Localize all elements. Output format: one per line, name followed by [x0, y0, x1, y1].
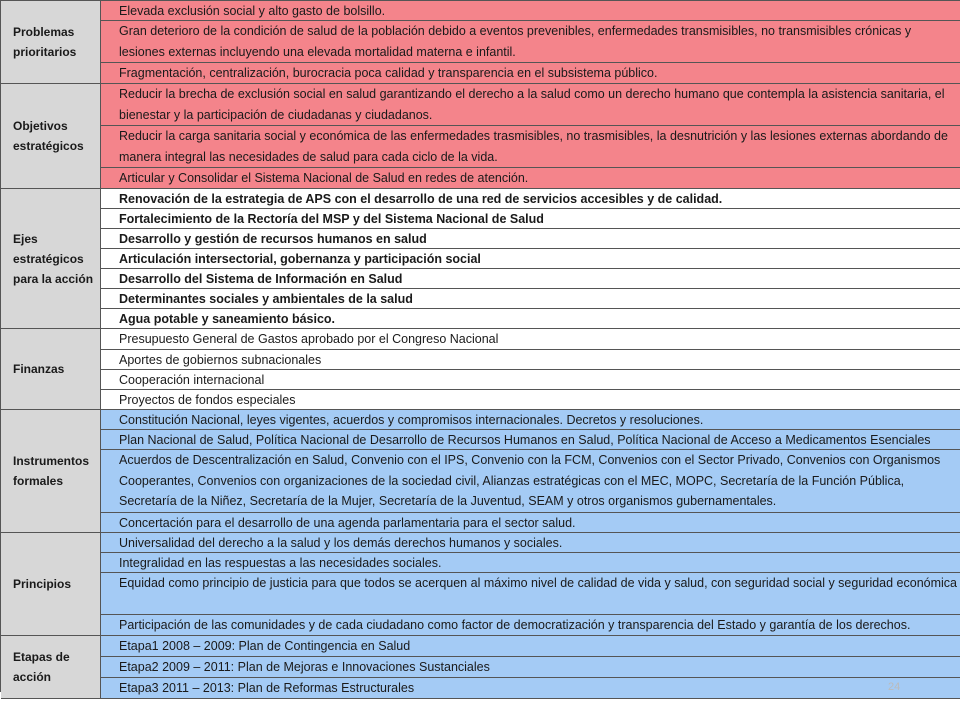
problemas-row: Gran deterioro de la condición de salud de la población debido a eventos prevenibles, enfermedades transmisibles, no transmisibles crónicas y lesiones externas incluyendo una elevada mortalidad materna e infantil.: [101, 21, 960, 63]
ejes-row: Renovación de la estrategia de APS con el desarrollo de una red de servicios accesibles y de calidad.: [101, 189, 960, 209]
objetivos-row: Articular y Consolidar el Sistema Nacional de Salud en redes de atención.: [101, 168, 960, 189]
instrumentos-row: Constitución Nacional, leyes vigentes, acuerdos y compromisos internacionales. Decretos y resoluciones.: [101, 410, 960, 430]
problemas-row: Elevada exclusión social y alto gasto de bolsillo.: [101, 1, 960, 21]
section-label-problemas: Problemas prioritarios: [1, 1, 101, 84]
ejes-row: Fortalecimiento de la Rectoría del MSP y del Sistema Nacional de Salud: [101, 209, 960, 229]
section-label-instrumentos: Instrumentos formales: [1, 410, 101, 533]
finanzas-row: Aportes de gobiernos subnacionales: [101, 350, 960, 370]
ejes-row: Agua potable y saneamiento básico.: [101, 309, 960, 329]
finanzas-row: Proyectos de fondos especiales: [101, 390, 960, 410]
finanzas-row: Presupuesto General de Gastos aprobado por el Congreso Nacional: [101, 329, 960, 350]
principios-row: Participación de las comunidades y de cada ciudadano como factor de democratización y transparencia del Estado y garantía de los derechos.: [101, 615, 960, 636]
principios-row: Integralidad en las respuestas a las necesidades sociales.: [101, 553, 960, 573]
objetivos-row: Reducir la brecha de exclusión social en salud garantizando el derecho a la salud como un derecho humano que contempla la asistencia sanitaria, el bienestar y la participación de ciudadanas y ciudadanos.: [101, 84, 960, 126]
section-label-objetivos: Objetivos estratégicos: [1, 84, 101, 189]
principios-row: Equidad como principio de justicia para que todos se acerquen al máximo nivel de calidad de vida y salud, con seguridad social y seguridad económica: [101, 573, 960, 615]
etapas-row: Etapa1 2008 – 2009: Plan de Contingencia en Salud: [101, 636, 960, 657]
etapas-row: Etapa2 2009 – 2011: Plan de Mejoras e Innovaciones Sustanciales: [101, 657, 960, 678]
ejes-row: Desarrollo del Sistema de Información en Salud: [101, 269, 960, 289]
ejes-row: Articulación intersectorial, gobernanza y participación social: [101, 249, 960, 269]
instrumentos-row: Plan Nacional de Salud, Política Nacional de Desarrollo de Recursos Humanos en Salud, Política Nacional de Acceso a Medicamentos Esenciales: [101, 430, 960, 450]
section-label-finanzas: Finanzas: [1, 329, 101, 410]
instrumentos-row: Acuerdos de Descentralización en Salud, Convenio con el IPS, Convenio con la FCM, Convenios con el Sector Privado, Convenios con Organismos Cooperantes, Convenios con organizaciones de la sociedad civil, Alianzas estratégicas con el MEC, MOPC, Secretaría de la Función Pública, Secretaría de la Niñez, Secretaría de la Mujer, Secretaría de la Juventud, SEAM y otros organismos gubernamentales.: [101, 450, 960, 513]
section-label-ejes: Ejes estratégicos para la acción: [1, 189, 101, 329]
ejes-row: Desarrollo y gestión de recursos humanos en salud: [101, 229, 960, 249]
instrumentos-row: Concertación para el desarrollo de una agenda parlamentaria para el sector salud.: [101, 513, 960, 533]
problemas-row: Fragmentación, centralización, burocracia poca calidad y transparencia en el subsistema público.: [101, 63, 960, 84]
finanzas-row: Cooperación internacional: [101, 370, 960, 390]
objetivos-row: Reducir la carga sanitaria social y económica de las enfermedades trasmisibles, no trasmisibles, la desnutrición y las lesiones externas abordando de manera integral las necesidades de salud para cada ciclo de la vida.: [101, 126, 960, 168]
section-label-etapas: Etapas de acción: [1, 636, 101, 699]
etapas-row: Etapa3 2011 – 2013: Plan de Reformas Estructurales: [101, 678, 960, 699]
ejes-row: Determinantes sociales y ambientales de la salud: [101, 289, 960, 309]
principios-row: Universalidad del derecho a la salud y los demás derechos humanos y sociales.: [101, 533, 960, 553]
section-label-principios: Principios: [1, 533, 101, 636]
page-number: 24: [888, 681, 901, 693]
